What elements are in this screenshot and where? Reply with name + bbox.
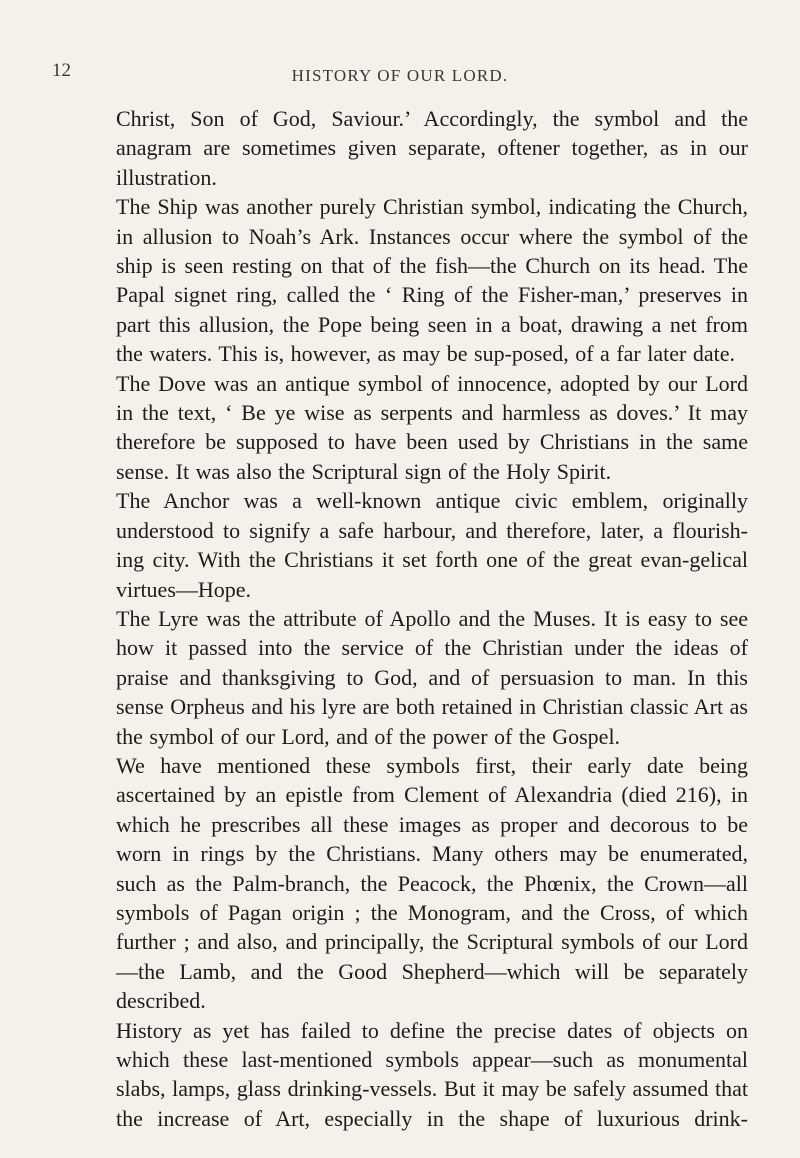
paragraph-lyre: The Lyre was the attribute of Apollo and the Muses. It is easy to see how it passed into the service of the Christian under the ideas of praise and thanksgiving to God, and of persuasion to man. In this sense Orpheus and his lyre are both retained in Christian classic Art as the symbol of our Lord, and of the power of the Gospel. bbox=[116, 605, 748, 749]
paragraph-anagram: Christ, Son of God, Saviour.’ Accordingly, the symbol and the anagram are sometimes given separate, oftener together, as in our illustration. bbox=[116, 106, 748, 190]
paragraph-history: History as yet has failed to define the precise dates of objects on which these last-mentioned symbols appear—such as monumental slabs, lamps, glass drinking-vessels. But it may be safely assumed that the increase of Art, especially in the shape of luxurious drink- bbox=[116, 1017, 748, 1131]
running-title: HISTORY OF OUR LORD. bbox=[291, 66, 509, 85]
paragraph-anchor: The Anchor was a well-known antique civic emblem, originally understood to signify a safe harbour, and therefore, later, a flourish-ing city. With the Christians it set forth one of the great evan-gelical virtues—Hope. bbox=[116, 488, 748, 602]
body-text bbox=[116, 104, 748, 1133]
paragraph-clement: We have mentioned these symbols first, their early date being ascertained by an epistle from Clement of Alexandria (died 216), in which he prescribes all these images as proper and decorous to be worn in rings by the Christians. Many others may be enumerated, such as the Palm-branch, the Peacock, the Phœnix, the Crown—all symbols of Pagan origin ; the Monogram, and the Cross, of which further ; and also, and principally, the Scriptural symbols of our Lord—the Lamb, and the Good Shepherd—which will be separately described. bbox=[116, 752, 748, 1014]
paragraph-dove: The Dove was an antique symbol of innocence, adopted by our Lord in the text, ‘ Be ye wise as serpents and harmless as doves.’ It may therefore be supposed to have been used by Christians in the same sense. It was also the Scriptural sign of the Holy Spirit. bbox=[116, 370, 748, 484]
page-number: 12 bbox=[52, 60, 71, 81]
paragraph-ship: The Ship was another purely Christian symbol, indicating the Church, in allusion to Noah’s Ark. Instances occur where the symbol of the ship is seen resting on that of the fish—the Church on its head. The Papal signet ring, called the ‘ Ring of the Fisher-man,’ preserves in part this allusion, the Pope being seen in a boat, drawing a net from the waters. This is, however, as may be sup-posed, of a far later date. bbox=[116, 194, 748, 367]
